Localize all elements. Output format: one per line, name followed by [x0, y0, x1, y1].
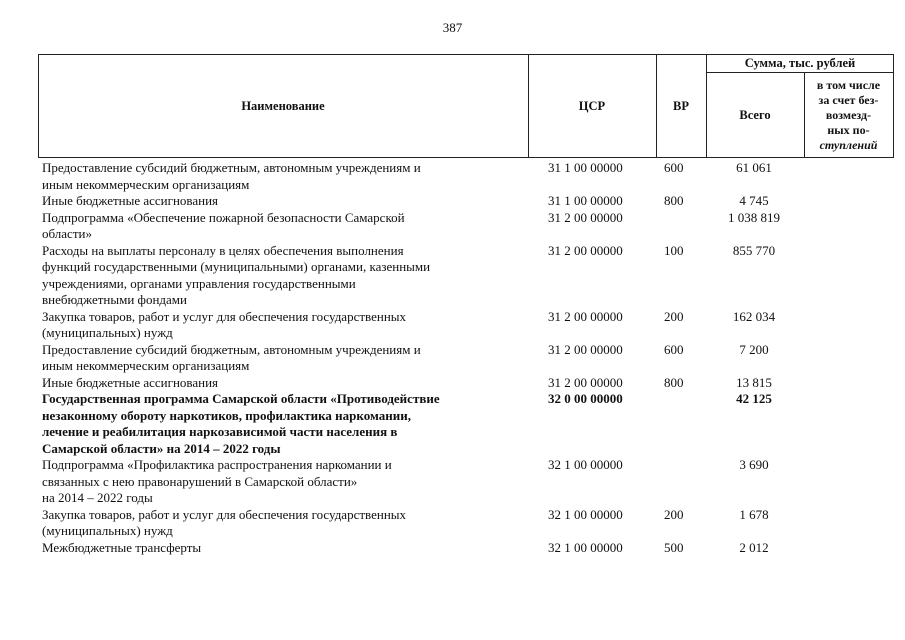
header-total: Всего	[739, 107, 771, 122]
row-csr: 31 1 00 00000	[548, 160, 623, 175]
row-total: 855 770	[732, 242, 776, 258]
table-row	[42, 375, 892, 392]
table-row	[42, 391, 892, 457]
table-row	[42, 540, 892, 557]
page-number: 387	[442, 20, 463, 35]
row-name: Государственная программа Самарской области «Противодействие незаконному обороту наркотиков, профилактика наркомании, лечение и реабилитация наркозависимой части населения в Самарской области» на 2014 – 2022 годы	[42, 391, 440, 456]
row-name: Предоставление субсидий бюджетным, автономным учреждениям и иным некоммерческим организациям	[42, 160, 421, 192]
table-row	[42, 342, 892, 375]
row-vr: 600	[664, 341, 684, 357]
row-total: 13 815	[736, 374, 772, 390]
row-total: 61 061	[736, 160, 772, 175]
row-vr: 600	[664, 160, 684, 175]
row-total: 7 200	[739, 341, 769, 357]
row-name: Подпрограмма «Обеспечение пожарной безопасности Самарской области»	[42, 209, 405, 241]
row-total: 2 012	[739, 539, 769, 555]
header-csr: ЦСР	[578, 98, 606, 113]
table-row	[42, 210, 892, 243]
header-free-line-4: ных по-	[827, 122, 870, 137]
table-row	[42, 243, 892, 309]
header-sum-group: Сумма, тыс. рублей	[744, 55, 856, 70]
table-row	[42, 193, 892, 210]
row-vr: 200	[664, 308, 684, 324]
row-csr: 31 2 00 00000	[548, 209, 623, 225]
row-total: 1 678	[739, 506, 769, 522]
header-free-line-5: ступлений	[819, 137, 878, 152]
row-vr: 500	[664, 539, 684, 555]
table-header	[38, 54, 894, 158]
row-total: 3 690	[739, 457, 769, 472]
header-vr: ВР	[673, 98, 689, 113]
header-name: Наименование	[241, 98, 325, 113]
table-row	[42, 457, 892, 507]
row-csr: 32 0 00 00000	[548, 391, 623, 406]
header-free	[804, 72, 893, 158]
row-name: Подпрограмма «Профилактика распространения наркомании и связанных с нею правонарушений в Самарской области» на 2014 – 2022 годы	[42, 457, 392, 505]
header-free-line-2: за счет без-	[818, 92, 879, 107]
row-vr: 100	[664, 242, 684, 258]
row-csr: 31 2 00 00000	[548, 242, 623, 258]
row-name: Закупка товаров, работ и услуг для обеспечения государственных (муниципальных) нужд	[42, 506, 407, 538]
row-total: 42 125	[736, 391, 772, 406]
table-row	[42, 160, 892, 193]
table-row	[42, 309, 892, 342]
row-csr: 31 1 00 00000	[548, 193, 623, 208]
row-total: 162 034	[732, 308, 776, 324]
row-csr: 32 1 00 00000	[548, 457, 623, 472]
row-name: Закупка товаров, работ и услуг для обеспечения государственных (муниципальных) нужд	[42, 308, 407, 340]
row-name: Иные бюджетные ассигнования	[42, 374, 219, 390]
row-csr: 32 1 00 00000	[548, 506, 623, 522]
row-csr: 32 1 00 00000	[548, 539, 623, 555]
row-name: Предоставление субсидий бюджетным, автономным учреждениям и иным некоммерческим организациям	[42, 341, 421, 373]
row-csr: 31 2 00 00000	[548, 341, 623, 357]
table-body	[42, 160, 892, 556]
row-csr: 31 2 00 00000	[548, 374, 623, 390]
row-total: 1 038 819	[728, 209, 780, 225]
row-vr: 800	[664, 374, 684, 390]
row-name: Расходы на выплаты персоналу в целях обеспечения выполнения функций государственными (муниципальными) органами, казенными учреждениями, органами управления государственными внебюджетными фондами	[42, 242, 431, 307]
row-total: 4 745	[739, 193, 769, 208]
table-row	[42, 507, 892, 540]
row-name: Межбюджетные трансферты	[42, 539, 202, 555]
header-free-line-3: возмезд-	[825, 107, 872, 122]
row-csr: 31 2 00 00000	[548, 308, 623, 324]
header-free-line-1: в том числе	[816, 77, 881, 92]
row-vr: 200	[664, 506, 684, 522]
row-vr: 800	[664, 193, 684, 208]
row-name: Иные бюджетные ассигнования	[42, 193, 219, 208]
